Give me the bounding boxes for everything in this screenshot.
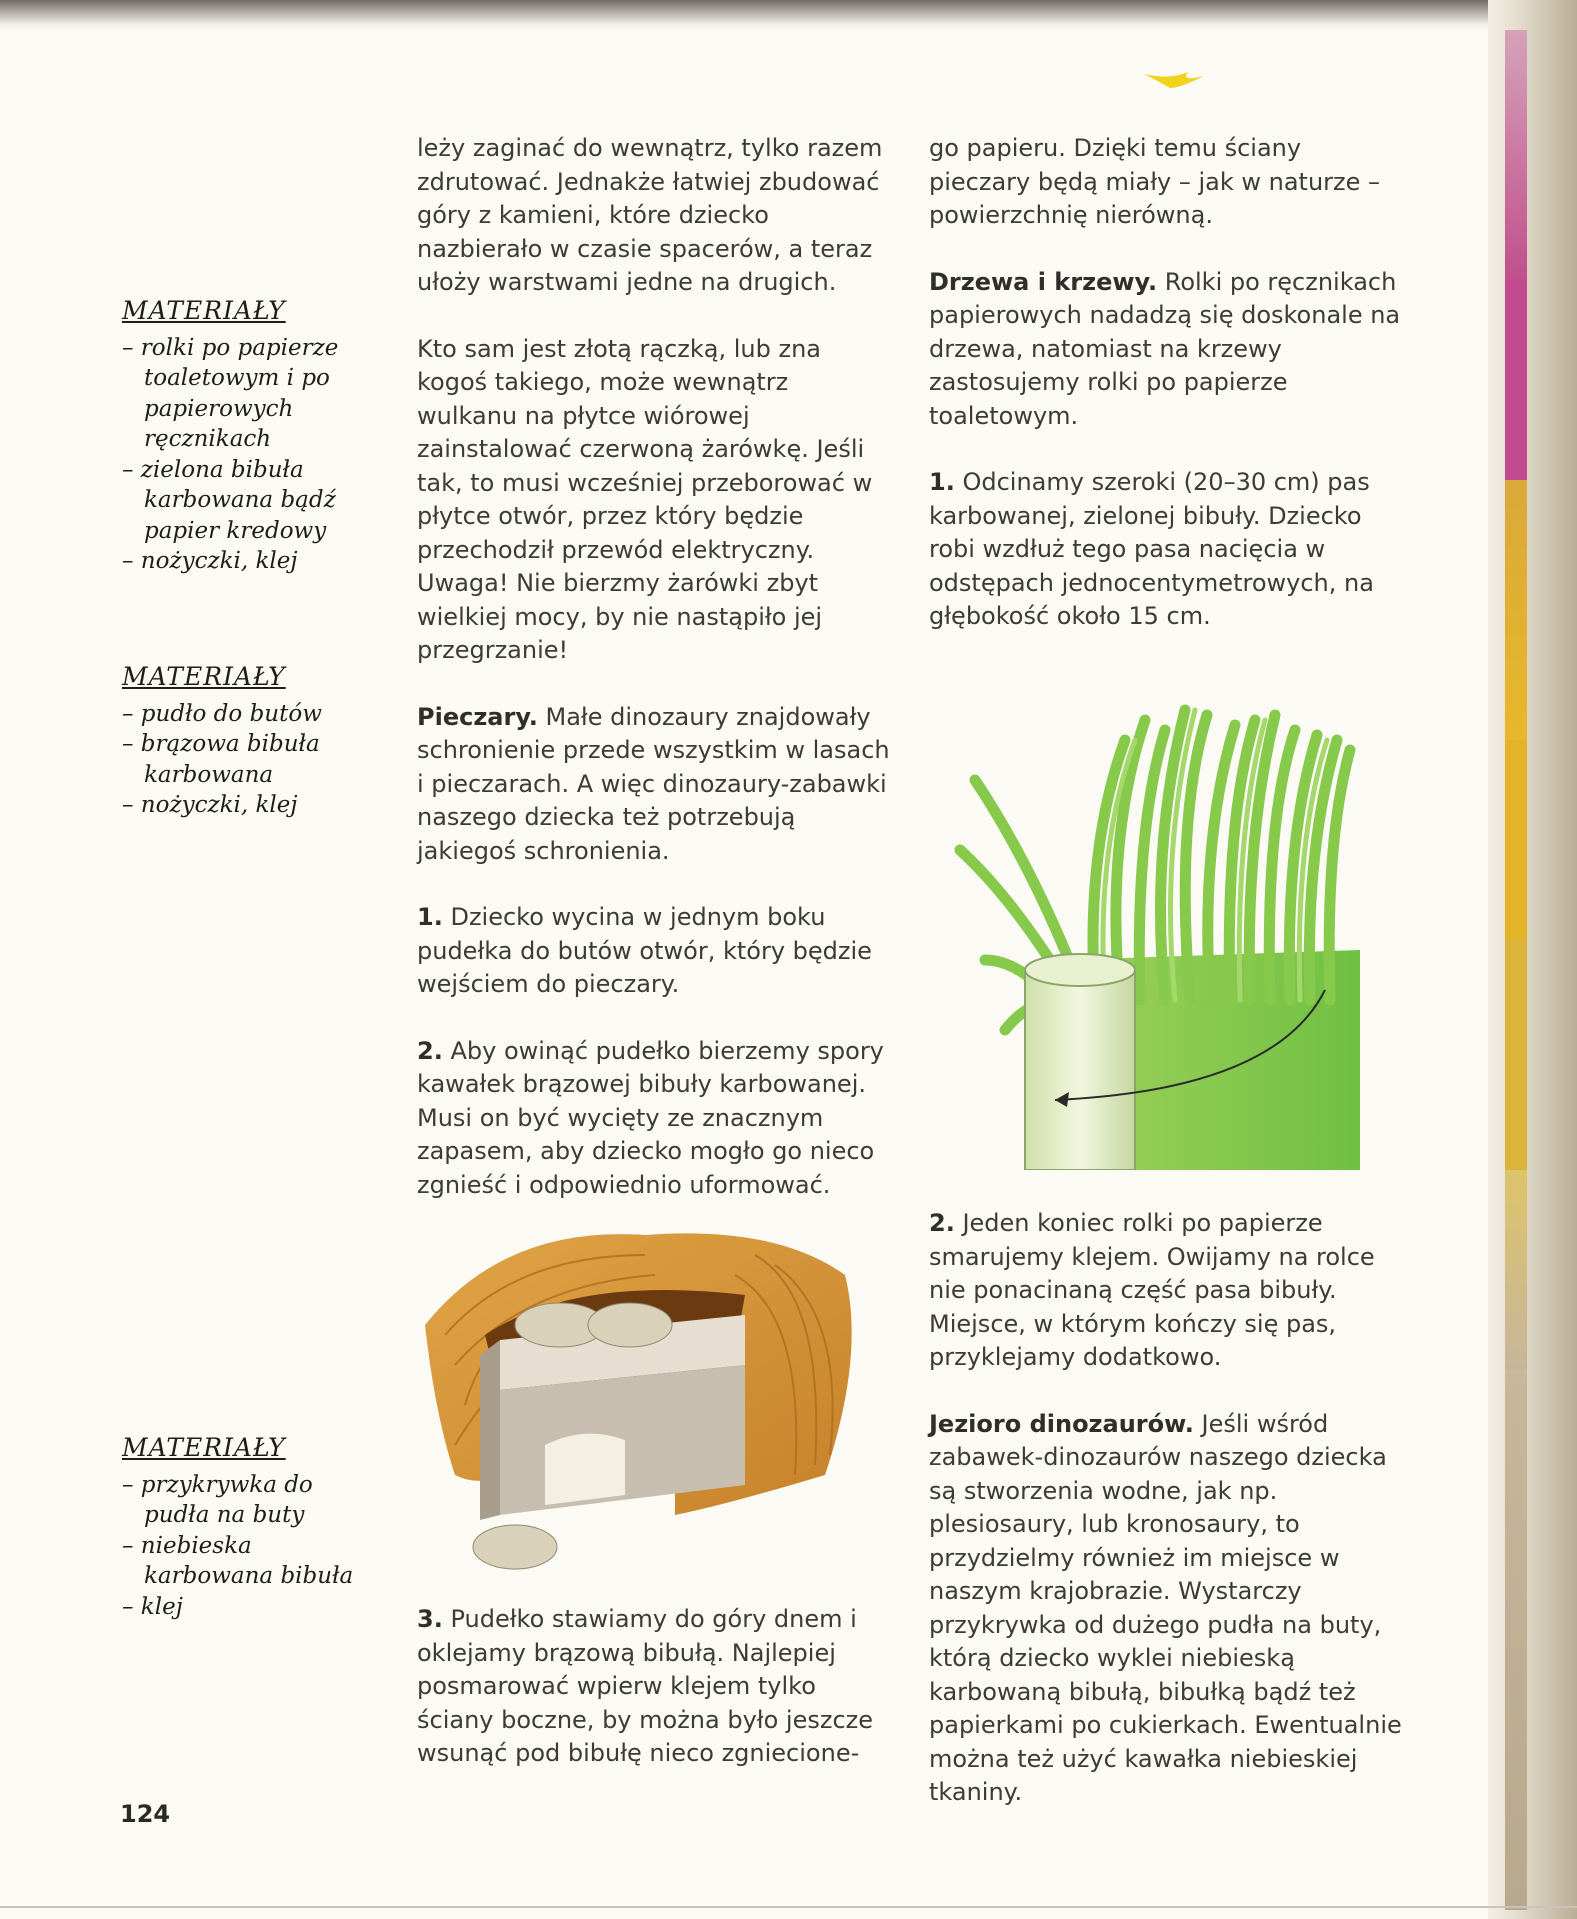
- materials-heading: MATERIAŁY: [122, 296, 286, 325]
- step-number: 1.: [929, 468, 955, 496]
- text-column-left-bottom: [417, 1603, 892, 1804]
- materials-list-1: [122, 296, 362, 577]
- paragraph: Kto sam jest złotą rączką, lub zna kogoś takiego, może wewnątrz wulkanu na płytce wiórowej zainstalować czerwoną żarówkę. Jeśli tak, to musi wcześniej przeborować w płytce otwór, przez który będzie przechodził przewód elektryczny. Uwaga! Nie bierzmy żarówki zbyt wielkiej mocy, by nie nastąpiło jej przegrzanie!: [417, 334, 873, 664]
- materials-item: – rolki po papierze toaletowym i po papierowych ręcznikach: [122, 334, 339, 452]
- materials-list-3: [122, 1433, 372, 1622]
- paragraph: go papieru. Dzięki temu ściany pieczary będą miały – jak w naturze – powierzchnię nierówną.: [929, 134, 1381, 229]
- text-column-right: [929, 132, 1404, 667]
- step-1: [417, 901, 892, 1002]
- text-column-left: [417, 132, 892, 1235]
- step-number: 3.: [417, 1605, 443, 1633]
- paragraph-lake: [929, 1408, 1404, 1810]
- paragraph-text: Jeśli wśród zabawek-dinozaurów naszego dziecka są stworzenia wodne, jak np. plesiosaury, lub kronosaury, to przydzielmy również im miejsce w naszym krajobrazie. Wystarczy przykrywka od dużego pudła na buty, którą dziecko wyklei niebieską karbowaną bibułą, bibułką bądź też papierkami po cukierkach. Ewentualnie można też użyć kawałka niebieskiej tkaniny.: [929, 1409, 1402, 1806]
- paragraph: leży zaginać do wewnątrz, tylko razem zdrutować. Jednakże łatwiej zbudować góry z kamieni, które dziecko nazbierało w czasie spacerów, a teraz ułoży warstwami jedne na drugich.: [417, 134, 883, 296]
- step-number: 2.: [929, 1209, 955, 1237]
- highlighter-mark: [1140, 66, 1210, 96]
- materials-item: – przykrywka do pudła na buty: [122, 1471, 313, 1528]
- edge-yellow-2: [1505, 740, 1527, 940]
- cave-illustration: [425, 1215, 865, 1585]
- materials-item: – nożyczki, klej: [122, 792, 298, 818]
- materials-item: – klej: [122, 1593, 183, 1620]
- step-1: [929, 466, 1404, 634]
- bottom-edge: [0, 1906, 1577, 1908]
- materials-item: – nożyczki, klej: [122, 548, 298, 574]
- step-text: Pudełko stawiamy do góry dnem i oklejamy brązową bibułą. Najlepiej posmarować wpierw klejem tylko ściany boczne, by można było jeszcze wsunąć pod bibułę nieco zgniecione-: [417, 1605, 873, 1767]
- section-heading-caves: Pieczary.: [417, 702, 538, 731]
- step-number: 2.: [417, 1036, 443, 1065]
- edge-yellow-3: [1505, 940, 1527, 1170]
- edge-sand: [1505, 1170, 1527, 1370]
- edge-beige: [1505, 1370, 1527, 1910]
- paragraph-caves: [417, 701, 892, 869]
- page-number: 124: [120, 1800, 171, 1828]
- step-3: [417, 1603, 892, 1771]
- book-spine: [1488, 0, 1577, 1919]
- materials-heading: MATERIAŁY: [122, 662, 286, 691]
- edge-pink: [1505, 30, 1527, 280]
- materials-item: – pudło do butów: [122, 700, 322, 727]
- green-fringe-illustration: [945, 700, 1365, 1170]
- step-number: 1.: [417, 903, 443, 931]
- step-2: [929, 1207, 1404, 1375]
- materials-item: – brązowa bibuła karbowana: [122, 731, 320, 788]
- edge-magenta: [1505, 280, 1527, 480]
- step-text: Aby owinąć pudełko bierzemy spory kawałek brązowej bibuły karbowanej. Musi on być wycięty ze znacznym zapasem, aby dziecko mogło go nieco zgnieść i odpowiednio uformować.: [417, 1036, 884, 1199]
- step-text: Dziecko wycina w jednym boku pudełka do butów otwór, który będzie wejściem do pieczary.: [417, 903, 872, 998]
- paragraph-text: Rolki po ręcznikach papierowych nadadzą się doskonale na drzewa, natomiast na krzewy zastosujemy rolki po papierze toaletowym.: [929, 267, 1401, 430]
- step-text: Jeden koniec rolki po papierze smarujemy klejem. Owijamy na rolce nie ponacinaną część pasa bibuły. Miejsce, w którym kończy się pas, przyklejamy dodatkowo.: [929, 1209, 1375, 1371]
- materials-item: – zielona bibuła karbowana bądź papier kredowy: [122, 456, 336, 544]
- step-2: [417, 1035, 892, 1203]
- top-shadow: [0, 0, 1577, 30]
- text-column-right-bottom: [929, 1207, 1404, 1843]
- section-heading-lake: Jezioro dinozaurów.: [929, 1409, 1194, 1438]
- step-text: Odcinamy szeroki (20–30 cm) pas karbowanej, zielonej bibuły. Dziecko robi wzdłuż tego pasa nacięcia w odstępach jednocentymetrowych, na głębokość około 15 cm.: [929, 468, 1374, 630]
- section-heading-trees: Drzewa i krzewy.: [929, 267, 1158, 296]
- materials-list-2: [122, 662, 362, 821]
- paragraph-text: Małe dinozaury znajdowały schronienie przede wszystkim w lasach i pieczarach. A więc dinozaury-zabawki naszego dziecka też potrzebują jakiegoś schronienia.: [417, 702, 890, 865]
- edge-yellow: [1505, 480, 1527, 740]
- paragraph-trees: [929, 266, 1404, 434]
- materials-item: – niebieska karbowana bibuła: [122, 1532, 354, 1589]
- materials-heading: MATERIAŁY: [122, 1433, 286, 1462]
